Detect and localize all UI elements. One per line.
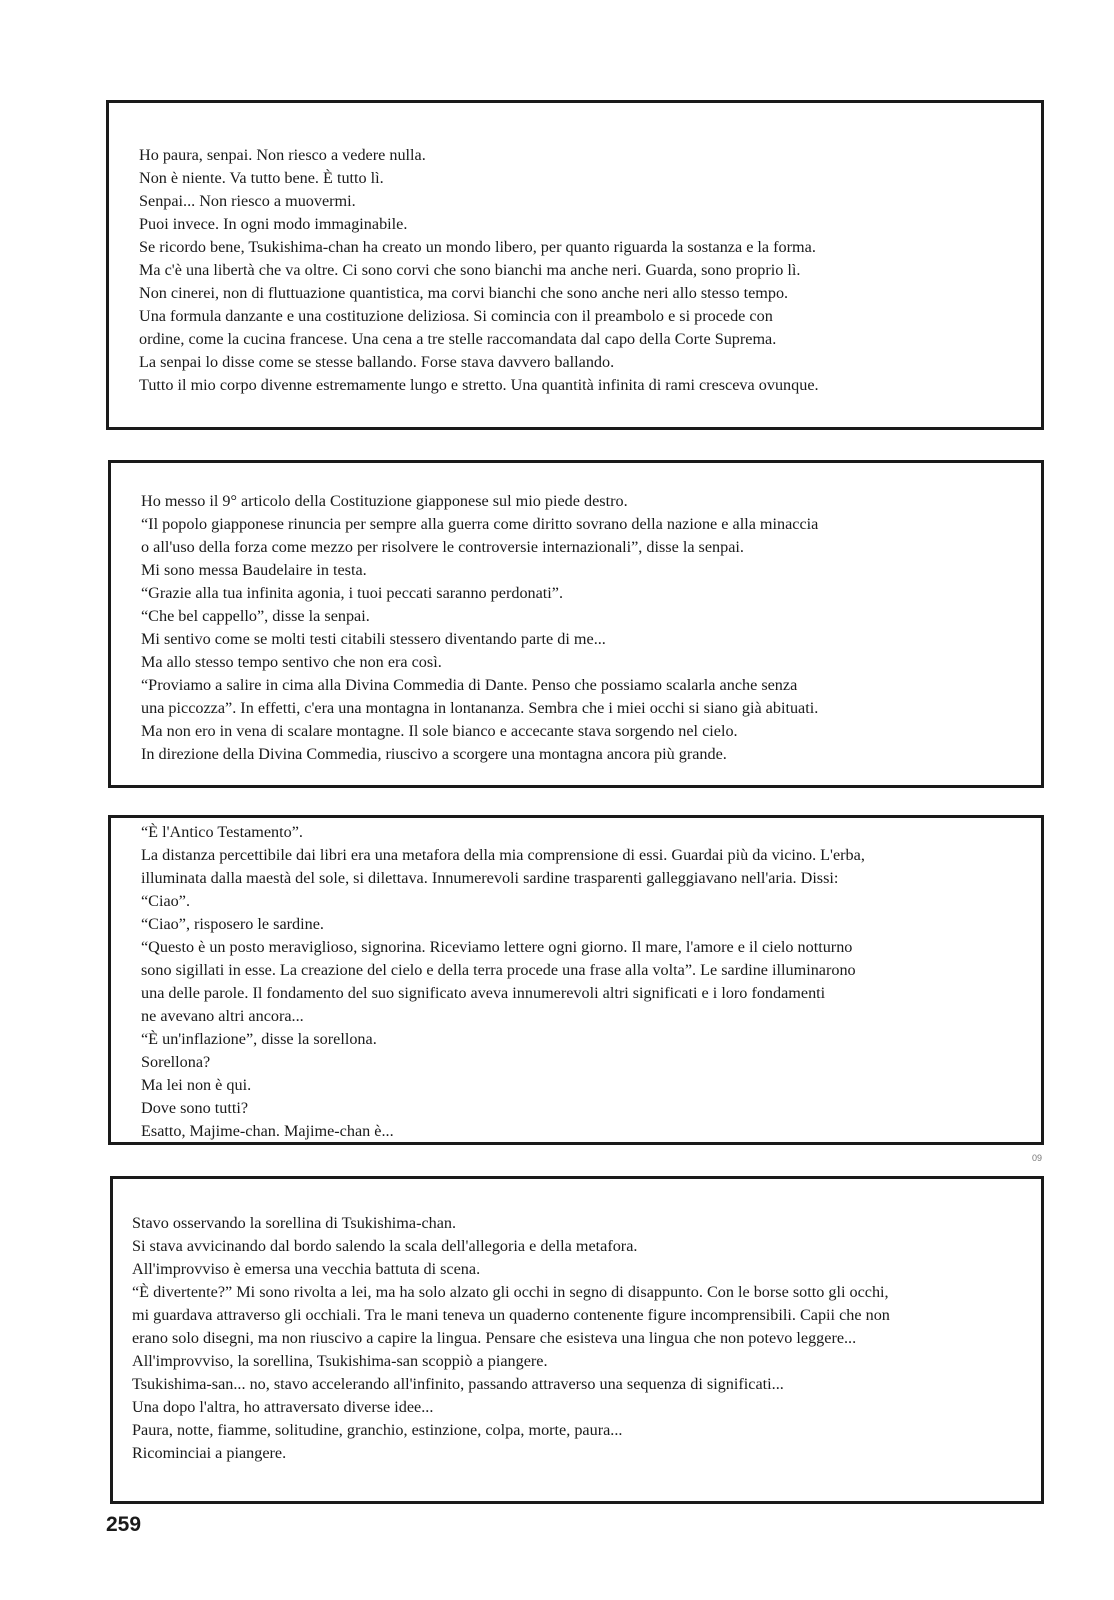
text-line: illuminata dalla maestà del sole, si dilettava. Innumerevoli sardine trasparenti galleggiavano nell'aria. Dissi:: [141, 869, 839, 887]
text-line: “Proviamo a salire in cima alla Divina Commedia di Dante. Penso che possiamo scalarla anche senza: [141, 676, 798, 694]
text-line: erano solo disegni, ma non riuscivo a capire la lingua. Pensare che esisteva una lingua che non potevo leggere...: [132, 1329, 857, 1347]
text-line: Senpai... Non riesco a muovermi.: [139, 192, 356, 210]
text-line: All'improvviso, la sorellina, Tsukishima-san scoppiò a piangere.: [132, 1352, 548, 1370]
panel-3-text: [141, 821, 865, 1143]
text-line: una piccozza”. In effetti, c'era una montagna in lontananza. Sembra che i miei occhi si siano già abituati.: [141, 699, 819, 717]
text-line: sono sigillati in esse. La creazione del cielo e della terra procede una frase alla volta”. Le sardine illuminarono: [141, 961, 856, 979]
text-line: ordine, come la cucina francese. Una cena a tre stelle raccomandata dal capo della Corte Suprema.: [139, 330, 777, 348]
text-line: Ma lei non è qui.: [141, 1076, 252, 1094]
text-line: “È un'inflazione”, disse la sorellona.: [141, 1030, 377, 1048]
text-line: Una formula danzante e una costituzione deliziosa. Si comincia con il preambolo e si procede con: [139, 307, 773, 325]
text-line: Esatto, Majime-chan. Majime-chan è...: [141, 1122, 394, 1140]
panel-4-text: [132, 1212, 890, 1465]
text-line: Ma non ero in vena di scalare montagne. Il sole bianco e accecante stava sorgendo nel cielo.: [141, 722, 738, 740]
text-line: “Ciao”, risposero le sardine.: [141, 915, 324, 933]
text-line: Ma allo stesso tempo sentivo che non era così.: [141, 653, 442, 671]
text-line: ne avevano altri ancora...: [141, 1007, 304, 1025]
text-line: Se ricordo bene, Tsukishima-chan ha creato un mondo libero, per quanto riguarda la sostanza e la forma.: [139, 238, 816, 256]
text-line: Ricominciai a piangere.: [132, 1444, 287, 1462]
text-line: Non cinerei, non di fluttuazione quantistica, ma corvi bianchi che sono anche neri allo stesso tempo.: [139, 284, 789, 302]
text-line: “Ciao”.: [141, 892, 190, 910]
text-panel-2: [108, 460, 1044, 788]
text-line: In direzione della Divina Commedia, riuscivo a scorgere una montagna ancora più grande.: [141, 745, 727, 763]
text-line: Mi sono messa Baudelaire in testa.: [141, 561, 367, 579]
text-panel-3: [108, 815, 1044, 1145]
text-line: Mi sentivo come se molti testi citabili stessero diventando parte di me...: [141, 630, 606, 648]
text-line: All'improvviso è emersa una vecchia battuta di scena.: [132, 1260, 481, 1278]
text-line: La distanza percettibile dai libri era una metafora della mia comprensione di essi. Guardai più da vicino. L'erba,: [141, 846, 865, 864]
text-line: Ho paura, senpai. Non riesco a vedere nulla.: [139, 146, 426, 164]
text-line: Si stava avvicinando dal bordo salendo la scala dell'allegoria e della metafora.: [132, 1237, 638, 1255]
text-line: una delle parole. Il fondamento del suo significato aveva innumerevoli altri significati e i loro fondamenti: [141, 984, 826, 1002]
text-line: “Il popolo giapponese rinuncia per sempre alla guerra come diritto sovrano della nazione e alla minaccia: [141, 515, 819, 533]
text-line: Stavo osservando la sorellina di Tsukishima-chan.: [132, 1214, 457, 1232]
text-line: “Grazie alla tua infinita agonia, i tuoi peccati saranno perdonati”.: [141, 584, 564, 602]
text-line: Ma c'è una libertà che va oltre. Ci sono corvi che sono bianchi ma anche neri. Guarda, sono proprio lì.: [139, 261, 801, 279]
text-line: Dove sono tutti?: [141, 1099, 249, 1117]
text-line: Non è niente. Va tutto bene. È tutto lì.: [139, 169, 384, 187]
panel-1-text: [139, 144, 819, 397]
text-line: Tutto il mio corpo divenne estremamente lungo e stretto. Una quantità infinita di rami cresceva ovunque.: [139, 376, 819, 394]
text-line: Una dopo l'altra, ho attraversato diverse idee...: [132, 1398, 434, 1416]
text-line: Tsukishima-san... no, stavo accelerando all'infinito, passando attraverso una sequenza di significati...: [132, 1375, 784, 1393]
text-line: Ho messo il 9° articolo della Costituzione giapponese sul mio piede destro.: [141, 492, 628, 510]
text-panel-1: [106, 100, 1044, 430]
text-line: “È divertente?” Mi sono rivolta a lei, ma ha solo alzato gli occhi in segno di disappunto. Con le borse sotto gli occhi,: [132, 1283, 889, 1301]
text-line: Puoi invece. In ogni modo immaginabile.: [139, 215, 408, 233]
text-line: o all'uso della forza come mezzo per risolvere le controversie internazionali”, disse la senpai.: [141, 538, 744, 556]
text-line: “È l'Antico Testamento”.: [141, 823, 303, 841]
text-panel-4: [110, 1176, 1044, 1504]
text-line: “Questo è un posto meraviglioso, signorina. Riceviamo lettere ogni giorno. Il mare, l'amore e il cielo notturno: [141, 938, 853, 956]
panel-2-text: [141, 490, 818, 766]
text-line: “Che bel cappello”, disse la senpai.: [141, 607, 370, 625]
text-line: mi guardava attraverso gli occhiali. Tra le mani teneva un quaderno contenente figure incomprensibili. Capii che non: [132, 1306, 890, 1324]
small-page-label: 09: [1032, 1153, 1043, 1163]
page-number: 259: [106, 1513, 142, 1536]
text-line: La senpai lo disse come se stesse ballando. Forse stava davvero ballando.: [139, 353, 615, 371]
text-line: Sorellona?: [141, 1053, 211, 1071]
text-line: Paura, notte, fiamme, solitudine, granchio, estinzione, colpa, morte, paura...: [132, 1421, 623, 1439]
